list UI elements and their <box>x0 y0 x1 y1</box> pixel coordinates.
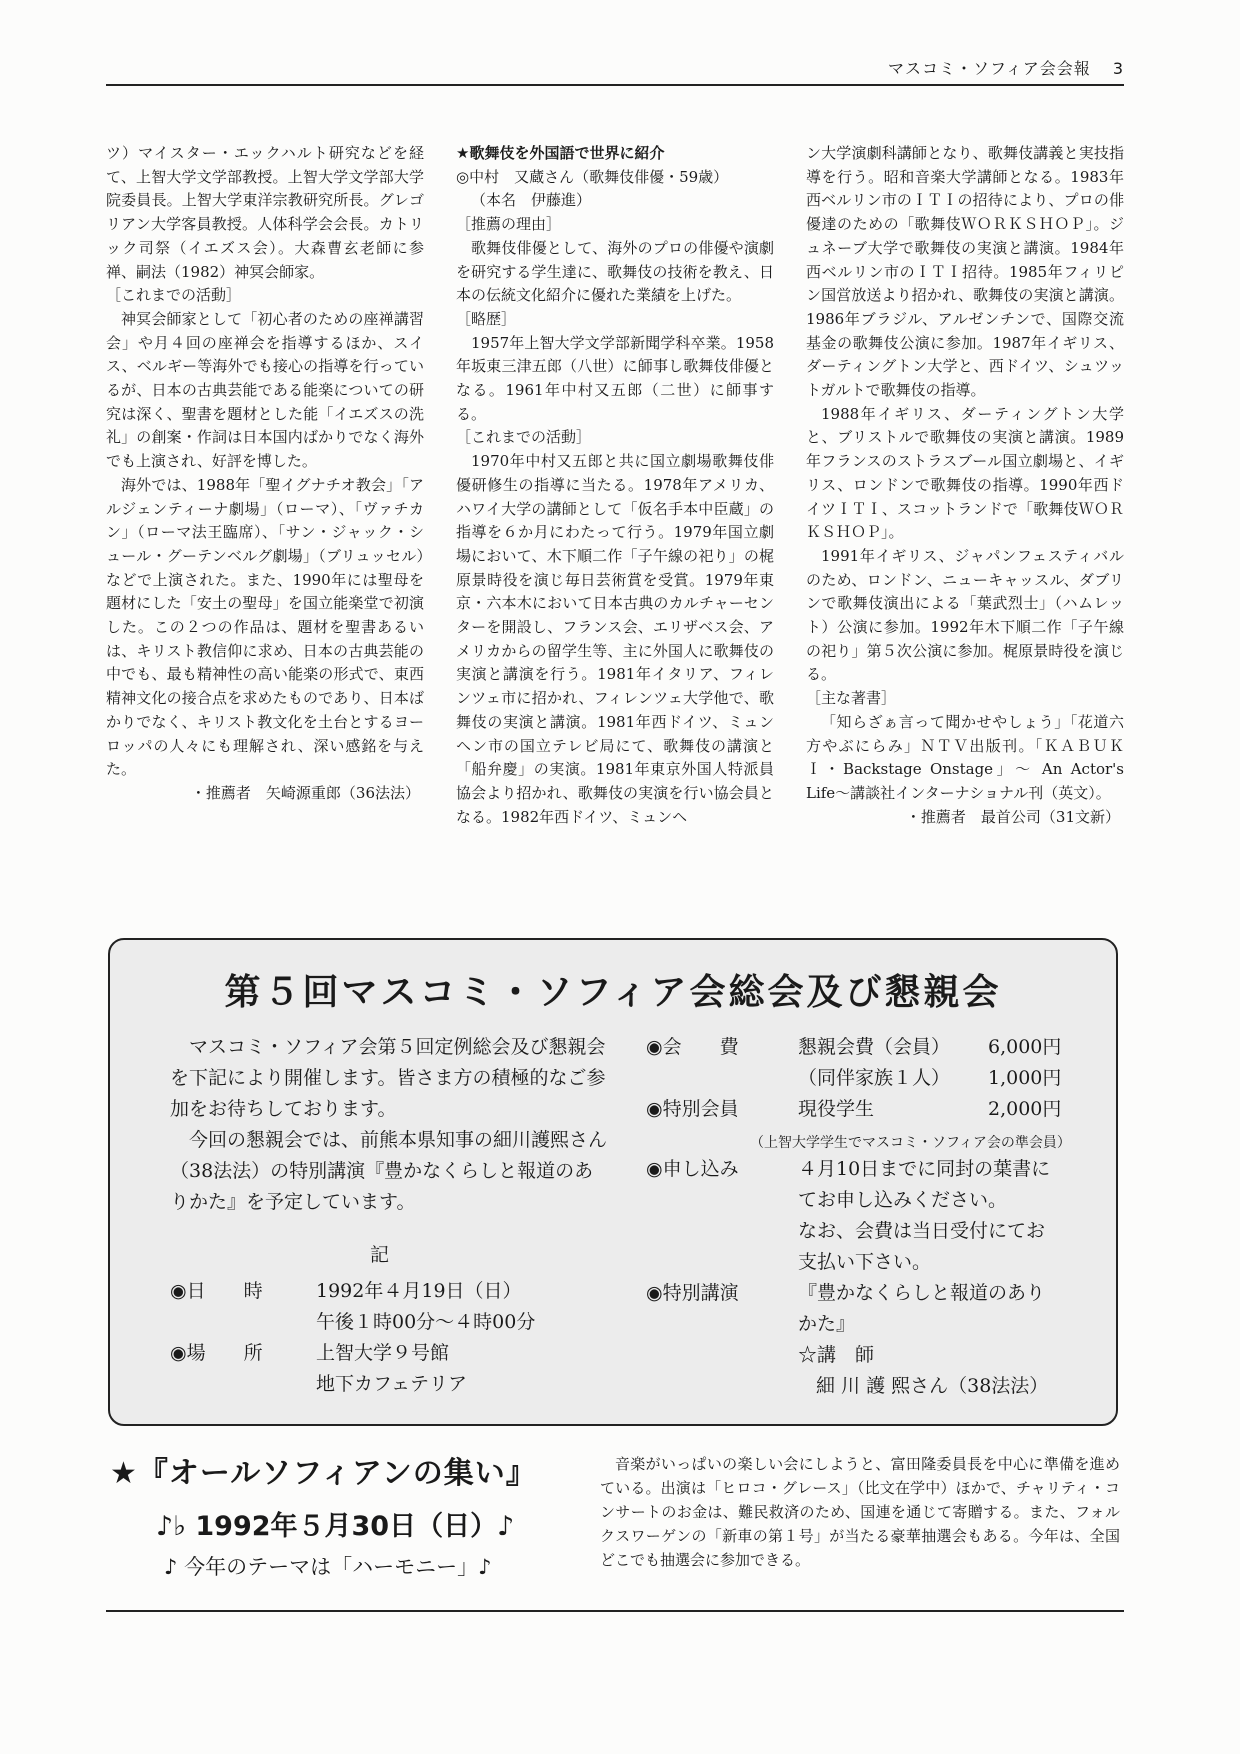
place-label: ◉場 所 <box>170 1342 263 1364</box>
activity-1991-paragraph: 1991年イギリス、ジャパンフェスティバルのため、ロンドン、ニューキャッスル、ダブリンで歌舞伎演出による「葉武烈士」（ハムレット）公演に参加。1992年木下順二作「子午線の祀り」第５次公演に参加。梶原景時役を演じる。 <box>806 546 1124 684</box>
section-heading-books: ［主な著書］ <box>806 689 897 708</box>
place-value <box>316 1338 467 1400</box>
activity-1988-paragraph: 1988年イギリス、ダーティングトン大学と、ブリストルで歌舞伎の実演と講演。1989年フランスのストラスブール国立劇場と、イギリス、ロンドンで歌舞伎の指導。1990年西ドイツＩＴＩ、スコットランドで「歌舞伎ＷＯＲＫＳＨＯＰ」。 <box>806 404 1124 542</box>
lecturer-label: ☆講 師 <box>798 1344 875 1366</box>
intro-paragraph: マスコミ・ソフィア会第５回定例総会及び懇親会を下記により開催します。皆さま方の積極的なご参加をお待ちしております。 <box>170 1036 606 1120</box>
apply-label: ◉申し込み <box>646 1158 739 1180</box>
nominee-real-name: （本名 伊藤進） <box>471 191 592 210</box>
ki-heading: 記 <box>370 1244 390 1266</box>
activity-paragraph: 神冥会師家として「初心者のための座禅講習会」や月４回の座禅会を指導するほか、スイス、ベルギー等海外でも接心の指導を行っているが、日本の古典芸能である能楽についての研究は深く、聖書を題材とした能「イエズスの洗礼」の創案・作詞は日本国内ばかりでなく海外でも上演され、好評を博した。 <box>106 309 424 471</box>
lecture-label: ◉特別講演 <box>646 1282 739 1304</box>
event-description <box>600 1452 1120 1572</box>
special-member-type: 現役学生 <box>798 1098 875 1120</box>
announcement-intro <box>170 1032 610 1218</box>
section-heading-history: ［略歴］ <box>456 309 517 328</box>
fee-member-amount: 6,000円 <box>988 1036 1062 1058</box>
recommender-line: ・推薦者 最首公司（31文新） <box>905 807 1120 826</box>
bio-paragraph: ツ）マイスター・エックハルト研究などを経て、上智大学文学部教授。上智大学文学部大学院委員長。上智大学東洋宗教研究所長。グレゴリアン大学客員教授。人体科学会会長。カトリック司祭（イエズス会）。大森曹玄老師に参禅、嗣法（1982）神冥会師家。 <box>106 144 424 281</box>
nominee-name: ◎中村 又蔵さん（歌舞伎俳優・59歳） <box>456 167 729 186</box>
event-date: ♪♭ 1992年５月30日（日）♪ <box>156 1511 515 1542</box>
event-time: 午後１時00分〜４時00分 <box>316 1311 536 1333</box>
history-paragraph: 1957年上智大学文学部新聞学科卒業。1958年坂東三津五郎（八世）に師事し歌舞伎俳優となる。1961年中村又五郎（二世）に師事する。 <box>456 333 774 423</box>
lecturer-name: 細 川 護 熙さん（38法法） <box>816 1375 1049 1397</box>
announcement-title: 第５回マスコミ・ソフィア会総会及び懇親会 <box>224 972 1002 1013</box>
section-heading-reason: ［推薦の理由］ <box>456 215 562 234</box>
special-member-label: ◉特別会員 <box>646 1098 739 1120</box>
column-2 <box>456 142 774 829</box>
special-member-amount: 2,000円 <box>988 1098 1062 1120</box>
announcement-box <box>108 938 1118 1426</box>
lecture-title: 『豊かなくらしと報道のありかた』 <box>798 1282 1046 1335</box>
fee-member-label: 懇親会費（会員） <box>798 1036 951 1058</box>
column-1 <box>106 142 424 806</box>
date-label: ◉日 時 <box>170 1280 263 1302</box>
special-member-note: （上智大学学生でマスコミ・ソフィア会の準会員） <box>750 1135 1071 1151</box>
event-theme: ♪ 今年のテーマは「ハーモニー」♪ <box>164 1555 492 1579</box>
activity-continued-paragraph: ン大学演劇科講師となり、歌舞伎講義と実技指導を行う。昭和音楽大学講師となる。1983年西ベルリン市のＩＴＩの招待により、プロの俳優達のための「歌舞伎ＷＯＲＫＳＨＯＰ」。ジュネーブ大学で歌舞伎の実演と講演。1984年西ベルリン市のＩＴＩ招待。1985年フィリピン国営放送より招かれ、歌舞伎の実演と講演。1986年ブラジル、アルゼンチンで、国際交流基金の歌舞伎公演に参加。1987年イギリス、ダーティングトン大学と、西ドイツ、シュツットガルトで歌舞伎の指導。 <box>806 144 1124 400</box>
special-member-values <box>798 1094 1061 1125</box>
date-value <box>316 1276 535 1338</box>
activity-paragraph: 1970年中村又五郎と共に国立劇場歌舞伎俳優研修生の指導に当たる。1978年アメリカ、ハワイ大学の講師として「仮名手本中臣蔵」の指導を６か月にわたって行う。1979年国立劇場において、木下順二作「子午線の祀り」の梶原景時役を演じ毎日芸術賞を受賞。1979年東京・六本木において日本古典のカルチャーセンターを開設し、フランス会、エリザベス会、アメリカからの留学生等、主に外国人に歌舞伎の実演と講演を行う。1981年イタリア、フィレンツェ市に招かれ、フィレンツェ大学他で、歌舞伎の実演と講演。1981年西ドイツ、ミュンヘン市の国立テレビ局にて、歌舞伎の講演と「船弁慶」の実演。1981年東京外国人特派員協会より招かれ、歌舞伎の実演を行い協会員となる。1982年西ドイツ、ミュンヘ <box>456 452 774 826</box>
fee-label: ◉会 費 <box>646 1036 739 1058</box>
reason-paragraph: 歌舞伎俳優として、海外のプロの俳優や演劇を研究する学生達に、歌舞伎の技術を教え、日本の伝統文化紹介に優れた業績を上げた。 <box>456 238 774 305</box>
apply-deadline: ４月10日までに同封の葉書にてお申し込みください。 <box>798 1158 1051 1211</box>
fee-family-label: （同伴家族１人） <box>798 1067 951 1089</box>
newsletter-title: マスコミ・ソフィア会会報 <box>887 59 1091 78</box>
header-rule <box>106 84 1124 86</box>
fee-values <box>798 1032 1061 1094</box>
article-title: ★歌舞伎を外国語で世界に紹介 <box>456 144 665 162</box>
fee-family-amount: 1,000円 <box>988 1067 1062 1089</box>
apply-values <box>798 1154 1058 1278</box>
event-description-text: 音楽がいっぱいの楽しい会にしようと、富田隆委員長を中心に準備を進めている。出演は「ヒロコ・グレース」（比文在学中）ほかで、チャリティ・コンサートのお金は、難民救済のため、国連を通じて寄贈する。また、フォルクスワーゲンの「新車の第１号」が当たる豪華抽選会もある。今年は、全国どこでも抽選会に参加できる。 <box>600 1455 1120 1569</box>
recommender-line: ・推薦者 矢崎源重郎（36法法） <box>190 783 420 802</box>
event-date: 1992年４月19日（日） <box>316 1280 522 1302</box>
event-banner <box>110 1448 580 1581</box>
event-title: ★『オールソフィアンの集い』 <box>110 1456 537 1491</box>
venue-building: 上智大学９号館 <box>316 1342 450 1364</box>
venue-room: 地下カフェテリア <box>316 1373 468 1395</box>
apply-payment-note: なお、会費は当日受付にてお支払い下さい。 <box>798 1220 1046 1273</box>
page-header <box>106 56 1124 84</box>
intro-lecture-paragraph: 今回の懇親会では、前熊本県知事の細川護熙さん（38法法）の特別講演『豊かなくらしと報道のありかた』を予定しています。 <box>170 1129 608 1213</box>
section-heading-activity: ［これまでの活動］ <box>106 286 242 305</box>
footer-rule <box>106 1610 1124 1612</box>
books-paragraph: 「知らざぁ言って聞かせやしょう」「花道六方やぶにらみ」ＮＴＶ出版刊。「ＫＡＢＵＫＩ・Backstage Onstage」〜 An Actor's Life〜講談社インターナショナル刊（英文）。 <box>806 712 1124 802</box>
overseas-paragraph: 海外では、1988年「聖イグナチオ教会」「アルジェンティーナ劇場」（ローマ）、「ヴァチカン」（ローマ法王臨席）、「サン・ジャック・シュール・グーテンベルグ劇場」（ブリュッセル）などで上演された。また、1990年には聖母を題材にした「安土の聖母」を国立能楽堂で初演した。この２つの作品は、題材を聖書あるいは、キリスト教信仰に求め、日本の古典芸能の中でも、最も精神性の高い能楽の形式で、東西精神文化の接合点を求めたものであり、日本ばかりでなく、キリスト教文化を土台とするヨーロッパの人々にも理解され、深い感銘を与えた。 <box>106 475 424 779</box>
column-3 <box>806 142 1124 829</box>
section-heading-activity: ［これまでの活動］ <box>456 428 592 447</box>
page-number: 3 <box>1112 59 1124 78</box>
